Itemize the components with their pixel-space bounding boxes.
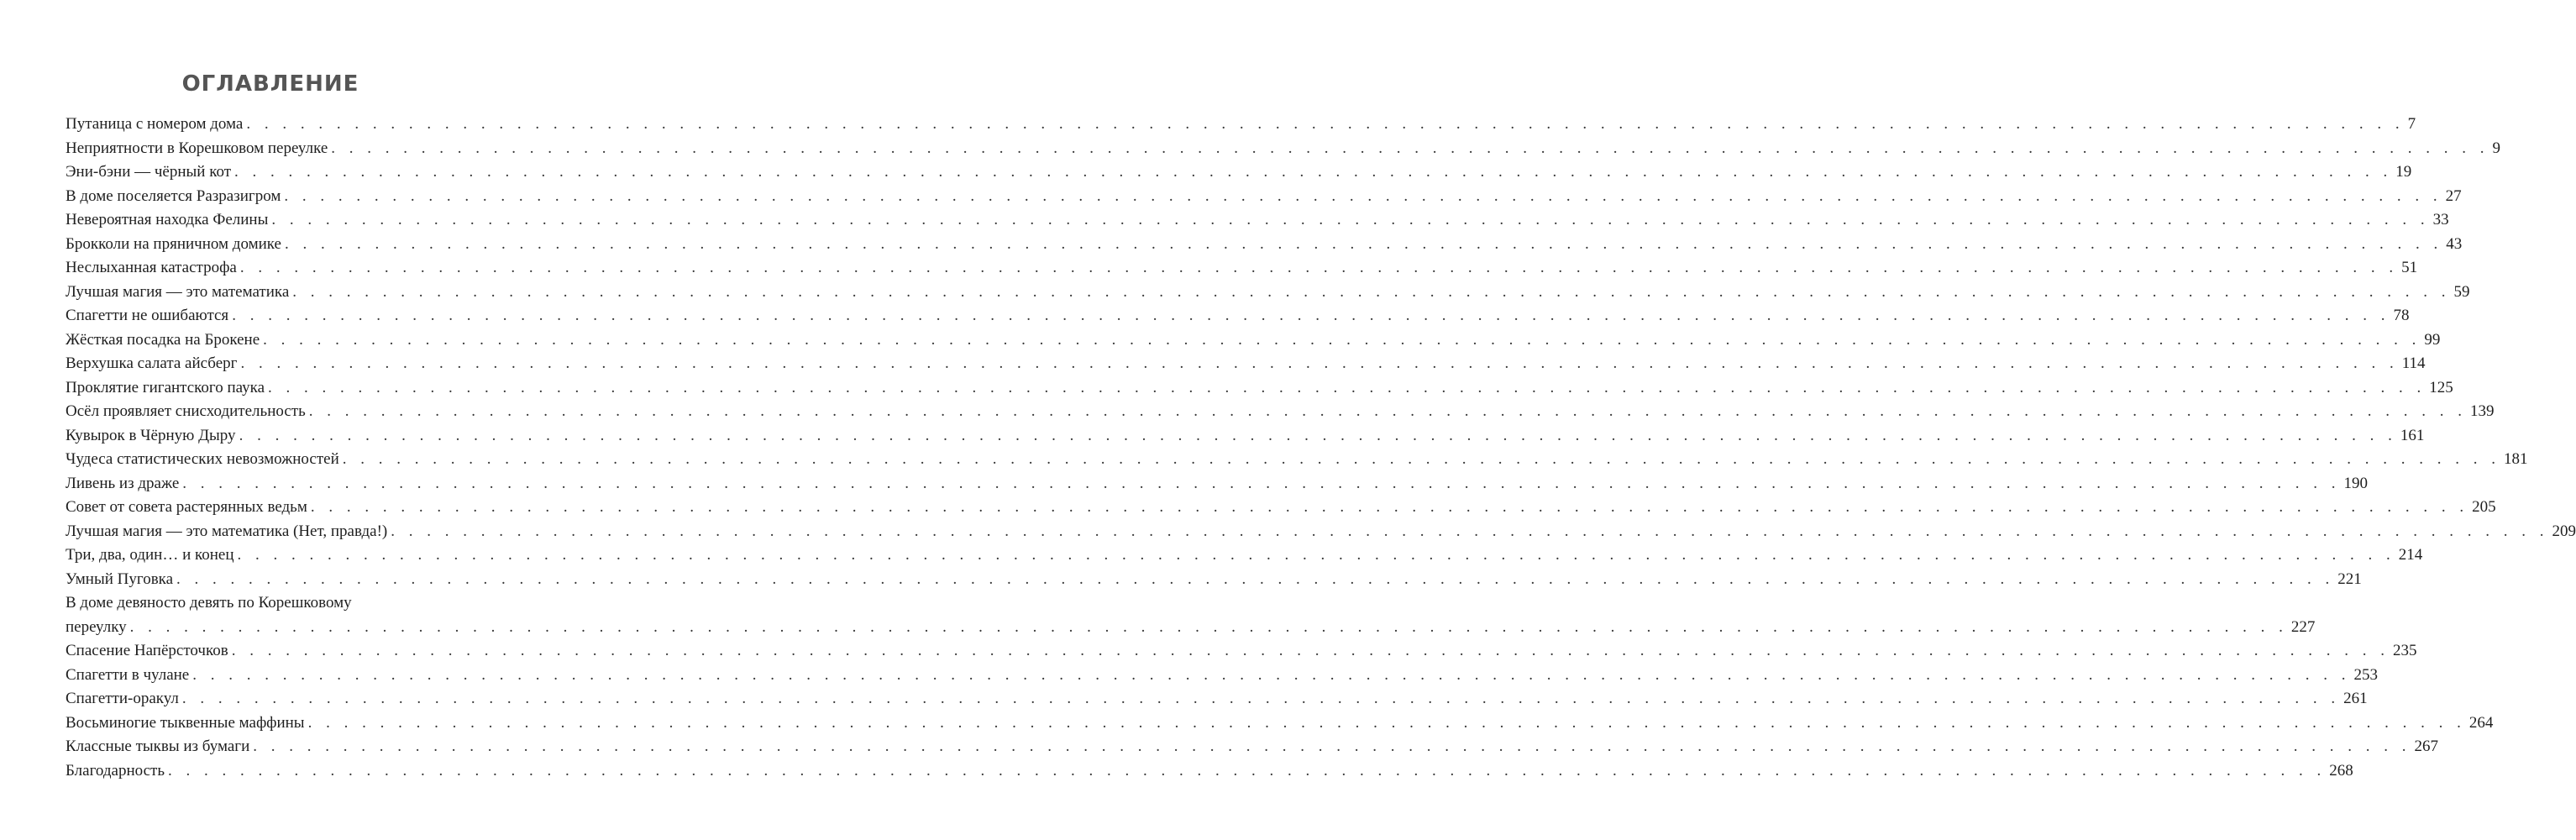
toc-entry [66, 687, 2368, 711]
toc-entry [66, 208, 2449, 233]
toc-entry [66, 448, 2528, 472]
toc-entry [66, 160, 2412, 185]
toc-entry-title: Спасение Напёрсточков [66, 642, 228, 659]
toc-entry [66, 616, 2316, 640]
toc-page-number: 214 [2398, 546, 2423, 564]
toc-entry [66, 233, 2463, 257]
toc-entry [66, 424, 2425, 449]
toc-entry-title: Чудеса статистических невозможностей [66, 450, 339, 468]
toc-entry [66, 520, 2576, 544]
toc-page-number: 114 [2401, 354, 2426, 372]
toc-entry [66, 304, 2410, 328]
toc-entry-title: Спагетти-оракул [66, 690, 179, 707]
toc-entry-title: Неприятности в Корешковом переулке [66, 139, 328, 157]
toc-entry-title: Брокколи на пряничном домике [66, 234, 281, 253]
toc-page-number: 190 [2343, 474, 2369, 492]
toc-dot-leader: . . . . . . . . . . . . . . . . . . . . . . . . . . . . . . . . . . . . . . . . . . . . . . . . . . . . . . . . . . . . . . . . . . . . . . . . . . . . . . . . . . . . . . . . . . . . . . . . . . . . . . . . . . . . . . . . . . . . . . . . [129, 617, 2288, 636]
toc-dot-leader: . . . . . . . . . . . . . . . . . . . . . . . . . . . . . . . . . . . . . . . . . . . . . . . . . . . . . . . . . . . . . . . . . . . . . . . . . . . . . . . . . . . . . . . . . . . . . . . . . . . . . . . . . . . . . . . . . . . . . . . . [292, 282, 2451, 301]
toc-entry [66, 759, 2353, 784]
toc-entry-title: Спагетти не ошибаются [66, 307, 229, 324]
toc-page-number: 181 [2504, 450, 2528, 468]
toc-dot-leader: . . . . . . . . . . . . . . . . . . . . . . . . . . . . . . . . . . . . . . . . . . . . . . . . . . . . . . . . . . . . . . . . . . . . . . . . . . . . . . . . . . . . . . . . . . . . . . . . . . . . . . . . . . . . . . . . . . . . . . . . [231, 642, 2390, 659]
toc-entry-title-line: В доме девяносто девять по Корешковому [66, 594, 352, 612]
toc-page-number: 125 [2429, 378, 2453, 396]
toc-page-number: 261 [2343, 690, 2368, 707]
toc-dot-leader: . . . . . . . . . . . . . . . . . . . . . . . . . . . . . . . . . . . . . . . . . . . . . . . . . . . . . . . . . . . . . . . . . . . . . . . . . . . . . . . . . . . . . . . . . . . . . . . . . . . . . . . . . . . . . . . . . . . . . . . . [310, 498, 2469, 516]
toc-dot-leader: . . . . . . . . . . . . . . . . . . . . . . . . . . . . . . . . . . . . . . . . . . . . . . . . . . . . . . . . . . . . . . . . . . . . . . . . . . . . . . . . . . . . . . . . . . . . . . . . . . . . . . . . . . . . . . . . . . . . . . . . [284, 234, 2443, 253]
toc-dot-leader: . . . . . . . . . . . . . . . . . . . . . . . . . . . . . . . . . . . . . . . . . . . . . . . . . . . . . . . . . . . . . . . . . . . . . . . . . . . . . . . . . . . . . . . . . . . . . . . . . . . . . . . . . . . . . . . . . . . . . . . . [268, 378, 2426, 396]
toc-dot-leader: . . . . . . . . . . . . . . . . . . . . . . . . . . . . . . . . . . . . . . . . . . . . . . . . . . . . . . . . . . . . . . . . . . . . . . . . . . . . . . . . . . . . . . . . . . . . . . . . . . . . . . . . . . . . . . . . . . . . . . . . [391, 522, 2549, 540]
toc-page-number: 9 [2492, 139, 2501, 157]
toc-entry-title: Жёсткая посадка на Брокене [66, 330, 260, 349]
toc-dot-leader: . . . . . . . . . . . . . . . . . . . . . . . . . . . . . . . . . . . . . . . . . . . . . . . . . . . . . . . . . . . . . . . . . . . . . . . . . . . . . . . . . . . . . . . . . . . . . . . . . . . . . . . . . . . . . . . . . . . . . . . . [246, 115, 2405, 133]
toc-dot-leader: . . . . . . . . . . . . . . . . . . . . . . . . . . . . . . . . . . . . . . . . . . . . . . . . . . . . . . . . . . . . . . . . . . . . . . . . . . . . . . . . . . . . . . . . . . . . . . . . . . . . . . . . . . . . . . . . . . . . . . . . [263, 330, 2421, 349]
toc-entry-title: Эни-бэни — чёрный кот [66, 163, 232, 181]
toc-entry [66, 472, 2369, 496]
toc-page-number: 33 [2432, 211, 2449, 228]
toc-entry [66, 137, 2501, 161]
toc-dot-leader: . . . . . . . . . . . . . . . . . . . . . . . . . . . . . . . . . . . . . . . . . . . . . . . . . . . . . . . . . . . . . . . . . . . . . . . . . . . . . . . . . . . . . . . . . . . . . . . . . . . . . . . . . . . . . . . . . . . . . . . . [331, 139, 2489, 157]
toc-dot-leader: . . . . . . . . . . . . . . . . . . . . . . . . . . . . . . . . . . . . . . . . . . . . . . . . . . . . . . . . . . . . . . . . . . . . . . . . . . . . . . . . . . . . . . . . . . . . . . . . . . . . . . . . . . . . . . . . . . . . . . . . [192, 665, 2351, 684]
table-of-contents [66, 113, 2576, 783]
toc-entry-title: Верхушка салата айсберг [66, 354, 238, 372]
toc-entry [66, 639, 2417, 664]
toc-entry-title: Благодарность [66, 761, 165, 780]
toc-entry-title: Умный Пуговка [66, 570, 174, 588]
toc-page-number: 253 [2353, 665, 2378, 684]
toc-page-number: 264 [2468, 713, 2494, 732]
toc-page-number: 267 [2414, 738, 2439, 755]
toc-page-number: 235 [2392, 642, 2417, 659]
toc-dot-leader: . . . . . . . . . . . . . . . . . . . . . . . . . . . . . . . . . . . . . . . . . . . . . . . . . . . . . . . . . . . . . . . . . . . . . . . . . . . . . . . . . . . . . . . . . . . . . . . . . . . . . . . . . . . . . . . . . . . . . . . . [307, 713, 2466, 732]
toc-dot-leader: . . . . . . . . . . . . . . . . . . . . . . . . . . . . . . . . . . . . . . . . . . . . . . . . . . . . . . . . . . . . . . . . . . . . . . . . . . . . . . . . . . . . . . . . . . . . . . . . . . . . . . . . . . . . . . . . . . . . . . . . [234, 163, 2393, 181]
toc-page-number: 139 [2469, 402, 2495, 420]
toc-page-number: 59 [2453, 282, 2470, 301]
toc-page-number: 51 [2401, 259, 2418, 276]
toc-entry [66, 185, 2462, 209]
toc-entry-title: Классные тыквы из бумаги [66, 738, 250, 755]
toc-dot-leader: . . . . . . . . . . . . . . . . . . . . . . . . . . . . . . . . . . . . . . . . . . . . . . . . . . . . . . . . . . . . . . . . . . . . . . . . . . . . . . . . . . . . . . . . . . . . . . . . . . . . . . . . . . . . . . . . . . . . . . . . [342, 450, 2500, 468]
toc-entry-title: Неслыханная катастрофа [66, 259, 237, 276]
toc-dot-leader: . . . . . . . . . . . . . . . . . . . . . . . . . . . . . . . . . . . . . . . . . . . . . . . . . . . . . . . . . . . . . . . . . . . . . . . . . . . . . . . . . . . . . . . . . . . . . . . . . . . . . . . . . . . . . . . . . . . . . . . . [237, 546, 2395, 564]
toc-dot-leader: . . . . . . . . . . . . . . . . . . . . . . . . . . . . . . . . . . . . . . . . . . . . . . . . . . . . . . . . . . . . . . . . . . . . . . . . . . . . . . . . . . . . . . . . . . . . . . . . . . . . . . . . . . . . . . . . . . . . . . . . [308, 402, 2467, 420]
toc-dot-leader: . . . . . . . . . . . . . . . . . . . . . . . . . . . . . . . . . . . . . . . . . . . . . . . . . . . . . . . . . . . . . . . . . . . . . . . . . . . . . . . . . . . . . . . . . . . . . . . . . . . . . . . . . . . . . . . . . . . . . . . . [239, 259, 2399, 276]
toc-entry-title: Проклятие гигантского паука [66, 378, 265, 396]
toc-entry [66, 664, 2378, 688]
toc-page-number: 161 [2400, 426, 2425, 444]
toc-entry-title: Совет от совета растерянных ведьм [66, 498, 307, 516]
toc-page-number: 227 [2290, 617, 2316, 636]
toc-entry-title: Кувырок в Чёрную Дыру [66, 426, 236, 444]
toc-dot-leader: . . . . . . . . . . . . . . . . . . . . . . . . . . . . . . . . . . . . . . . . . . . . . . . . . . . . . . . . . . . . . . . . . . . . . . . . . . . . . . . . . . . . . . . . . . . . . . . . . . . . . . . . . . . . . . . . . . . . . . . . [176, 570, 2335, 588]
toc-page-number: 43 [2446, 234, 2463, 253]
toc-entry-title: Путаница с номером дома [66, 115, 244, 133]
toc-page-number: 78 [2393, 307, 2410, 324]
toc-dot-leader: . . . . . . . . . . . . . . . . . . . . . . . . . . . . . . . . . . . . . . . . . . . . . . . . . . . . . . . . . . . . . . . . . . . . . . . . . . . . . . . . . . . . . . . . . . . . . . . . . . . . . . . . . . . . . . . . . . . . . . . . [182, 474, 2341, 492]
toc-entry-title: Три, два, один… и конец [66, 546, 234, 564]
toc-dot-leader: . . . . . . . . . . . . . . . . . . . . . . . . . . . . . . . . . . . . . . . . . . . . . . . . . . . . . . . . . . . . . . . . . . . . . . . . . . . . . . . . . . . . . . . . . . . . . . . . . . . . . . . . . . . . . . . . . . . . . . . . [284, 186, 2442, 205]
toc-page-number: 27 [2445, 186, 2462, 205]
toc-dot-leader: . . . . . . . . . . . . . . . . . . . . . . . . . . . . . . . . . . . . . . . . . . . . . . . . . . . . . . . . . . . . . . . . . . . . . . . . . . . . . . . . . . . . . . . . . . . . . . . . . . . . . . . . . . . . . . . . . . . . . . . . [239, 426, 2397, 444]
toc-entry [66, 328, 2441, 353]
toc-entry [66, 376, 2453, 401]
toc-entry [66, 113, 2416, 137]
toc-entry-title: Ливень из драже [66, 474, 180, 492]
toc-entry-title: Спагетти в чулане [66, 665, 190, 684]
toc-entry-title: Невероятная находка Фелины [66, 211, 269, 228]
toc-entry [66, 256, 2418, 281]
toc-dot-leader: . . . . . . . . . . . . . . . . . . . . . . . . . . . . . . . . . . . . . . . . . . . . . . . . . . . . . . . . . . . . . . . . . . . . . . . . . . . . . . . . . . . . . . . . . . . . . . . . . . . . . . . . . . . . . . . . . . . . . . . . [240, 354, 2399, 372]
toc-entry-title: Лучшая магия — это математика (Нет, правда!) [66, 522, 388, 540]
toc-dot-leader: . . . . . . . . . . . . . . . . . . . . . . . . . . . . . . . . . . . . . . . . . . . . . . . . . . . . . . . . . . . . . . . . . . . . . . . . . . . . . . . . . . . . . . . . . . . . . . . . . . . . . . . . . . . . . . . . . . . . . . . . [271, 211, 2430, 228]
toc-entry-title: Восьминогие тыквенные маффины [66, 713, 305, 732]
toc-page-number: 7 [2407, 115, 2416, 133]
toc-page-number: 221 [2337, 570, 2362, 588]
toc-entry-title: Лучшая магия — это математика [66, 282, 290, 301]
toc-entry-title: В доме поселяется Разразигром [66, 186, 281, 205]
toc-page-number: 268 [2329, 761, 2353, 780]
toc-entry [66, 735, 2439, 759]
toc-entry [66, 543, 2423, 568]
toc-entry [66, 352, 2426, 376]
toc-entry [66, 400, 2495, 424]
toc-entry [66, 568, 2362, 592]
toc-page-number: 19 [2395, 163, 2412, 181]
toc-page-number: 205 [2472, 498, 2496, 516]
toc-entry-title: переулку [66, 617, 127, 636]
toc-entry [66, 711, 2494, 736]
toc-entry [66, 281, 2470, 305]
toc-page-number: 99 [2424, 330, 2441, 349]
toc-page-number: 209 [2552, 522, 2576, 540]
toc-dot-leader: . . . . . . . . . . . . . . . . . . . . . . . . . . . . . . . . . . . . . . . . . . . . . . . . . . . . . . . . . . . . . . . . . . . . . . . . . . . . . . . . . . . . . . . . . . . . . . . . . . . . . . . . . . . . . . . . . . . . . . . . [181, 690, 2341, 707]
toc-entry-title: Осёл проявляет снисходительность [66, 402, 306, 420]
page-title: ОГЛАВЛЕНИЕ [181, 71, 359, 97]
toc-dot-leader: . . . . . . . . . . . . . . . . . . . . . . . . . . . . . . . . . . . . . . . . . . . . . . . . . . . . . . . . . . . . . . . . . . . . . . . . . . . . . . . . . . . . . . . . . . . . . . . . . . . . . . . . . . . . . . . . . . . . . . . . [232, 307, 2390, 324]
toc-dot-leader: . . . . . . . . . . . . . . . . . . . . . . . . . . . . . . . . . . . . . . . . . . . . . . . . . . . . . . . . . . . . . . . . . . . . . . . . . . . . . . . . . . . . . . . . . . . . . . . . . . . . . . . . . . . . . . . . . . . . . . . . [253, 738, 2411, 755]
toc-entry [66, 496, 2496, 520]
toc-dot-leader: . . . . . . . . . . . . . . . . . . . . . . . . . . . . . . . . . . . . . . . . . . . . . . . . . . . . . . . . . . . . . . . . . . . . . . . . . . . . . . . . . . . . . . . . . . . . . . . . . . . . . . . . . . . . . . . . . . . . . . . . [168, 761, 2327, 780]
